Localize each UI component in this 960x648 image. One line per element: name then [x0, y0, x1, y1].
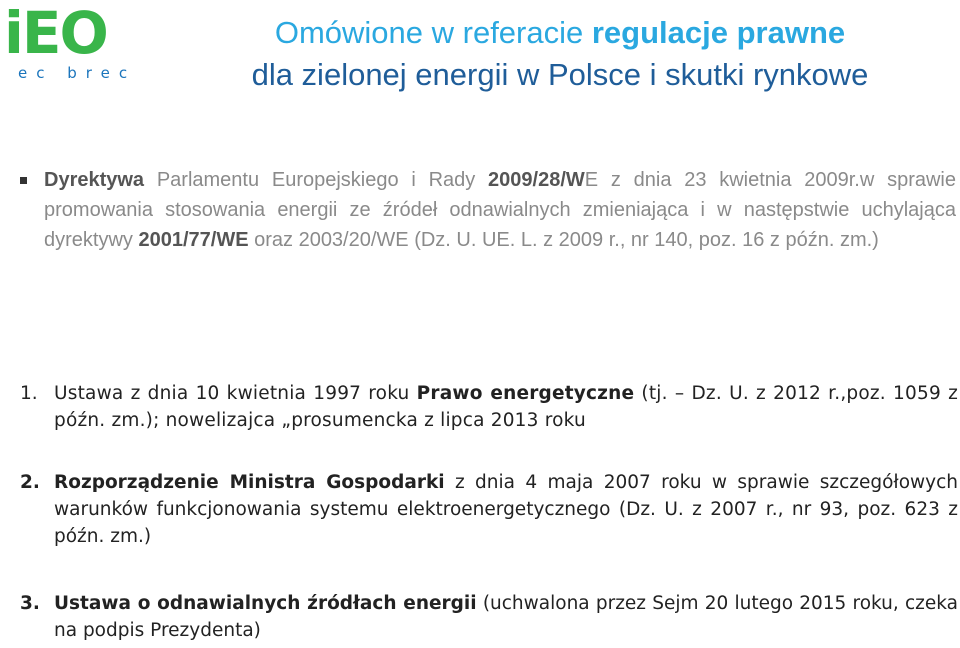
title-line-1: [160, 12, 960, 54]
directive-bold-1: Dyrektywa: [44, 169, 145, 191]
square-bullet-icon: [20, 177, 27, 184]
list-item-bold: Prawo energetyczne: [416, 383, 635, 404]
title-highlight: regulacje prawne: [591, 15, 846, 50]
list-item-text: [54, 380, 958, 434]
logo-wordmark: iEO: [4, 0, 107, 67]
list-item-bold: Rozporządzenie Ministra Gospodarki: [54, 472, 445, 493]
list-item-bold: Ustawa o odnawialnych źródłach energii: [54, 593, 477, 614]
list-item-number: 3.: [20, 593, 40, 614]
list-item-text-c: (uchwalona przez Sejm 20 lutego 2015 roku, czeka na podpis Prezydenta): [54, 593, 958, 641]
list-item-text-a: Ustawa z dnia 10 kwietnia 1997 roku: [54, 383, 417, 404]
list-item-text-c: z dnia 4 maja 2007 roku w sprawie szczegółowych warunków funkcjonowania systemu elektroenergetycznego (Dz. U. z 2007 r., nr 93, poz. 623 z późn. zm.): [54, 472, 958, 547]
title-line-1-text: Omówione w referacie: [274, 15, 592, 50]
list-item-number: 1.: [20, 383, 38, 404]
directive-text-1: Parlamentu Europejskiego i Rady: [144, 169, 489, 191]
directive-text: [44, 165, 956, 255]
directive-bold-3: 2001/77/WE: [138, 229, 249, 251]
directive-text-2: E z dnia 23 kwietnia 2009r.w sprawie promowania stosowania energii ze źródeł odnawialnych zmieniająca i w następstwie uchylająca dyrektywy: [44, 169, 956, 251]
list-item-number: 2.: [20, 472, 40, 493]
list-item-text-c: (tj. – Dz. U. z 2012 r.,poz. 1059 z późn. zm.); nowelizajca „prosumencka z lipca 2013 roku: [54, 383, 958, 431]
ieo-logo: [4, 0, 144, 84]
slide-title: [160, 12, 960, 96]
list-item-text: [54, 469, 958, 550]
logo-subtitle: ec brec: [18, 64, 137, 82]
directive-bold-2: 2009/28/W: [488, 169, 585, 191]
directive-text-3: oraz 2003/20/WE (Dz. U. UE. L. z 2009 r., nr 140, poz. 16 z późn. zm.): [248, 229, 879, 251]
title-line-2: dla zielonej energii w Polsce i skutki rynkowe: [251, 57, 869, 92]
list-item-text: [54, 590, 958, 644]
